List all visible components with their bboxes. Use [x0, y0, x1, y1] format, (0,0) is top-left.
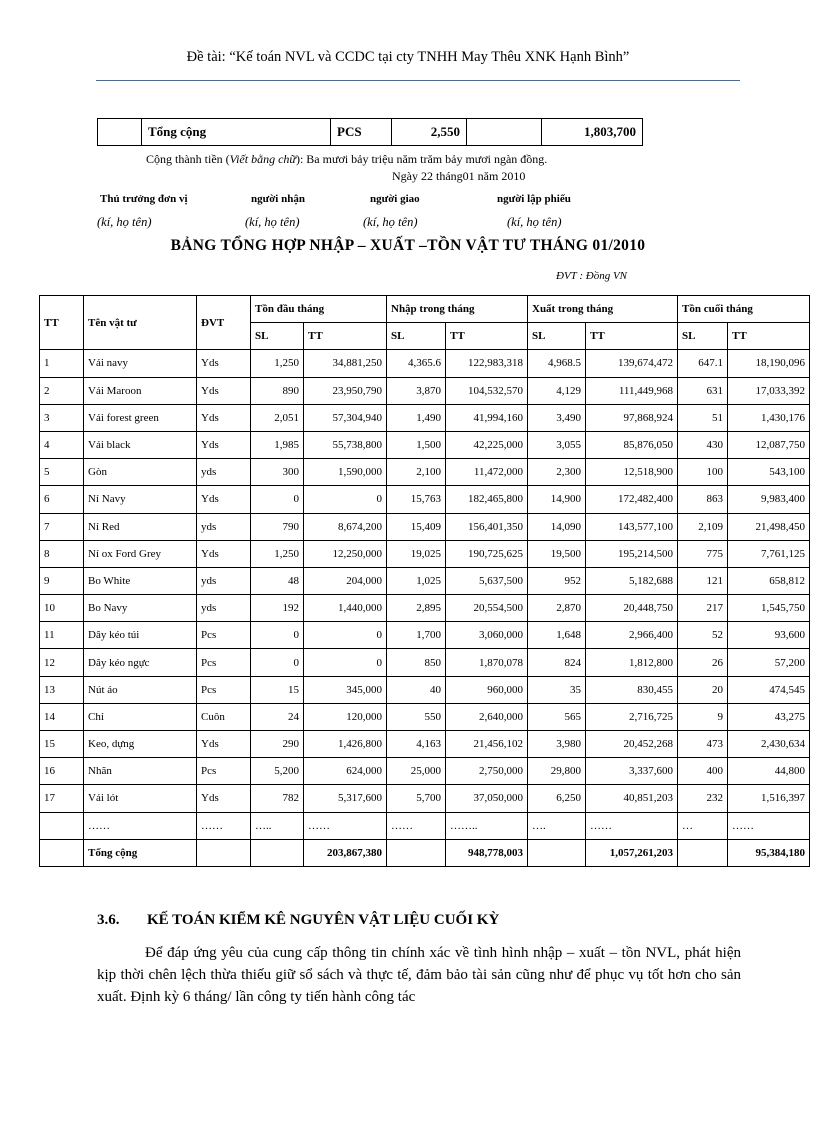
amount-in-words — [146, 152, 547, 167]
cell-unit: Yds — [197, 785, 251, 812]
cell-receipt-qty: 3,870 — [387, 377, 446, 404]
cell-issue-amount: 2,966,400 — [586, 622, 678, 649]
cell-issue-qty: 35 — [528, 676, 586, 703]
table-row — [40, 785, 810, 812]
header-sl: SL — [387, 323, 446, 350]
cell-item-name: …… — [84, 812, 197, 839]
cell-closing-qty: 631 — [678, 377, 728, 404]
cell-row-number: 10 — [40, 595, 84, 622]
total-label: Tổng cộng — [142, 119, 331, 146]
cell-receipt-qty: 19,025 — [387, 540, 446, 567]
cell-closing-qty: 9 — [678, 703, 728, 730]
cell-closing-qty: 20 — [678, 676, 728, 703]
cell-item-name: Chỉ — [84, 703, 197, 730]
cell-receipt-qty: 1,490 — [387, 404, 446, 431]
section-title: KẾ TOÁN KIỂM KÊ NGUYÊN VẬT LIỆU CUỐI KỲ — [147, 912, 500, 928]
cell-opening-qty: 1,250 — [251, 540, 304, 567]
cell-opening-qty: 890 — [251, 377, 304, 404]
table-row — [40, 731, 810, 758]
cell-unit: Pcs — [197, 649, 251, 676]
cell-opening-qty: 290 — [251, 731, 304, 758]
cell-closing-qty: 775 — [678, 540, 728, 567]
cell-receipt-qty: 40 — [387, 676, 446, 703]
cell-issue-qty: 3,490 — [528, 404, 586, 431]
section-heading — [97, 912, 499, 929]
cell-item-name: Dây kéo túi — [84, 622, 197, 649]
cell-opening-qty: 48 — [251, 567, 304, 594]
cell-receipt-amount: 41,994,160 — [446, 404, 528, 431]
header-sl: SL — [528, 323, 586, 350]
cell-issue-amount: 85,876,050 — [586, 431, 678, 458]
cell-closing-amount: 44,800 — [728, 758, 810, 785]
cell-unit: Yds — [197, 540, 251, 567]
total-opening-qty — [251, 839, 304, 866]
cell-opening-qty: 790 — [251, 513, 304, 540]
cell-issue-qty: 4,129 — [528, 377, 586, 404]
cell-receipt-amount: 37,050,000 — [446, 785, 528, 812]
header-opening-stock: Tồn đầu tháng — [251, 296, 387, 323]
cell-unit: yds — [197, 595, 251, 622]
table-row — [40, 703, 810, 730]
cell-receipt-qty: 550 — [387, 703, 446, 730]
total-closing-amount: 95,384,180 — [728, 839, 810, 866]
cell-receipt-qty: 25,000 — [387, 758, 446, 785]
signature-note-director: (kí, họ tên) — [97, 215, 152, 229]
cell-unit: Yds — [197, 377, 251, 404]
cell-receipt-amount: 156,401,350 — [446, 513, 528, 540]
cell-closing-qty: 430 — [678, 431, 728, 458]
cell-unit: yds — [197, 459, 251, 486]
cell-closing-qty: 217 — [678, 595, 728, 622]
header-tt: TT — [40, 296, 84, 350]
cell-opening-amount: 8,674,200 — [304, 513, 387, 540]
cell-issue-qty: 29,800 — [528, 758, 586, 785]
cell-item-name: Nỉ Red — [84, 513, 197, 540]
table-row — [40, 758, 810, 785]
total-label: Tổng cộng — [84, 839, 197, 866]
cell-receipt-amount: 2,640,000 — [446, 703, 528, 730]
cell-row-number: 6 — [40, 486, 84, 513]
header-receipts: Nhập trong tháng — [387, 296, 528, 323]
cell-closing-amount: 17,033,392 — [728, 377, 810, 404]
cell-issue-qty: 2,870 — [528, 595, 586, 622]
table-row — [40, 513, 810, 540]
cell-opening-amount: 120,000 — [304, 703, 387, 730]
header-tt-amount: TT — [446, 323, 528, 350]
cell-unit: yds — [197, 513, 251, 540]
cell-row-number: 2 — [40, 377, 84, 404]
cell-closing-qty: 51 — [678, 404, 728, 431]
cell-issue-qty: 4,968.5 — [528, 350, 586, 377]
cell-issue-qty: 565 — [528, 703, 586, 730]
cell-closing-qty: 473 — [678, 731, 728, 758]
cell-opening-qty: 0 — [251, 649, 304, 676]
cell-issue-qty: 3,055 — [528, 431, 586, 458]
cell-opening-amount: 1,426,800 — [304, 731, 387, 758]
table-row — [40, 404, 810, 431]
cell-opening-amount: 0 — [304, 486, 387, 513]
cell-receipt-amount: …….. — [446, 812, 528, 839]
signature-note-deliverer: (kí, họ tên) — [363, 215, 418, 229]
cell-issue-amount: 40,851,203 — [586, 785, 678, 812]
cell-closing-qty: 863 — [678, 486, 728, 513]
cell-item-name: Vải forest green — [84, 404, 197, 431]
cell-opening-qty: 782 — [251, 785, 304, 812]
cell-closing-amount: 93,600 — [728, 622, 810, 649]
cell-item-name: Vải navy — [84, 350, 197, 377]
table-row — [40, 486, 810, 513]
cell-receipt-qty: 1,700 — [387, 622, 446, 649]
cell-opening-amount: 5,317,600 — [304, 785, 387, 812]
cell-row-number: 16 — [40, 758, 84, 785]
cell-opening-qty: ….. — [251, 812, 304, 839]
cell-opening-amount: 57,304,940 — [304, 404, 387, 431]
cell-unit: …… — [197, 812, 251, 839]
cell-closing-amount: 21,498,450 — [728, 513, 810, 540]
table-row — [40, 812, 810, 839]
cell-closing-amount: 43,275 — [728, 703, 810, 730]
total-unit: PCS — [331, 119, 392, 146]
section-number: 3.6. — [97, 912, 120, 928]
cell-opening-qty: 2,051 — [251, 404, 304, 431]
table-row — [40, 676, 810, 703]
cell-unit: Yds — [197, 731, 251, 758]
table-row — [40, 622, 810, 649]
cell-closing-amount: 18,190,096 — [728, 350, 810, 377]
cell-issue-amount: 12,518,900 — [586, 459, 678, 486]
cell-item-name: Nỉ Navy — [84, 486, 197, 513]
page-header-title: Đề tài: “Kế toán NVL và CCDC tại cty TNHH May Thêu XNK Hạnh Bình” — [186, 49, 630, 65]
cell-closing-amount: 474,545 — [728, 676, 810, 703]
cell-opening-qty: 0 — [251, 486, 304, 513]
cell-unit: Pcs — [197, 622, 251, 649]
cell-opening-qty: 5,200 — [251, 758, 304, 785]
cell-item-name: Vải black — [84, 431, 197, 458]
cell-unit: Yds — [197, 404, 251, 431]
cell-receipt-qty: 1,025 — [387, 567, 446, 594]
cell-opening-amount: 34,881,250 — [304, 350, 387, 377]
cell-issue-amount: 97,868,924 — [586, 404, 678, 431]
total-issue-amount: 1,057,261,203 — [586, 839, 678, 866]
table-row — [40, 459, 810, 486]
cell-issue-qty: 824 — [528, 649, 586, 676]
cell-row-number: 3 — [40, 404, 84, 431]
cell-opening-amount: 345,000 — [304, 676, 387, 703]
table-row — [40, 540, 810, 567]
summary-table-title: BẢNG TỔNG HỢP NHẬP – XUẤT –TỒN VẬT TƯ THÁNG 01/2010 — [170, 237, 646, 254]
header-item-name: Tên vật tư — [84, 296, 197, 350]
cell-closing-amount: 9,983,400 — [728, 486, 810, 513]
cell-closing-amount: 1,545,750 — [728, 595, 810, 622]
signature-role-deliverer: người giao — [370, 193, 420, 205]
cell-receipt-qty: 2,100 — [387, 459, 446, 486]
cell-unit: Yds — [197, 350, 251, 377]
cell-issue-amount: …… — [586, 812, 678, 839]
cell-opening-amount: 1,440,000 — [304, 595, 387, 622]
cell-item-name: Vải lót — [84, 785, 197, 812]
cell-issue-qty: 14,900 — [528, 486, 586, 513]
cell-issue-qty: 19,500 — [528, 540, 586, 567]
cell-row-number — [40, 812, 84, 839]
empty-cell — [98, 119, 142, 146]
cell-item-name: Nỉ ox Ford Grey — [84, 540, 197, 567]
cell-issue-amount: 1,812,800 — [586, 649, 678, 676]
cell-receipt-qty: …… — [387, 812, 446, 839]
cell-issue-amount: 143,577,100 — [586, 513, 678, 540]
cell-closing-qty: … — [678, 812, 728, 839]
cell-closing-amount: 658,812 — [728, 567, 810, 594]
signature-role-receiver: người nhận — [251, 193, 305, 205]
total-opening-amount: 203,867,380 — [304, 839, 387, 866]
cell-receipt-amount: 21,456,102 — [446, 731, 528, 758]
cell-issue-amount: 20,452,268 — [586, 731, 678, 758]
currency-unit-note: ĐVT : Đồng VN — [556, 270, 627, 282]
cell-opening-amount: 624,000 — [304, 758, 387, 785]
cell-issue-amount: 830,455 — [586, 676, 678, 703]
cell-empty — [197, 839, 251, 866]
cell-opening-amount: …… — [304, 812, 387, 839]
cell-item-name: Keo, dựng — [84, 731, 197, 758]
cell-receipt-amount: 960,000 — [446, 676, 528, 703]
table-row — [40, 595, 810, 622]
cell-issue-amount: 5,182,688 — [586, 567, 678, 594]
table-row — [40, 350, 810, 377]
header-divider — [96, 80, 740, 81]
cell-closing-qty: 100 — [678, 459, 728, 486]
cell-opening-amount: 1,590,000 — [304, 459, 387, 486]
cell-row-number: 4 — [40, 431, 84, 458]
table-total-row — [40, 839, 810, 866]
cell-closing-amount: 57,200 — [728, 649, 810, 676]
total-receipt-amount: 948,778,003 — [446, 839, 528, 866]
cell-opening-qty: 0 — [251, 622, 304, 649]
table-header-row-groups — [40, 296, 810, 323]
cell-opening-amount: 55,738,800 — [304, 431, 387, 458]
cell-closing-qty: 26 — [678, 649, 728, 676]
cell-opening-amount: 12,250,000 — [304, 540, 387, 567]
cell-closing-qty: 400 — [678, 758, 728, 785]
previous-receipt-total-row — [97, 118, 643, 146]
cell-row-number: 11 — [40, 622, 84, 649]
cell-receipt-qty: 4,163 — [387, 731, 446, 758]
cell-receipt-amount: 11,472,000 — [446, 459, 528, 486]
total-amount: 1,803,700 — [542, 119, 643, 146]
cell-receipt-qty: 850 — [387, 649, 446, 676]
header-sl: SL — [251, 323, 304, 350]
cell-receipt-qty: 2,895 — [387, 595, 446, 622]
cell-receipt-amount: 1,870,078 — [446, 649, 528, 676]
cell-empty — [40, 839, 84, 866]
cell-row-number: 13 — [40, 676, 84, 703]
cell-row-number: 1 — [40, 350, 84, 377]
cell-item-name: Bo Navy — [84, 595, 197, 622]
cell-issue-amount: 20,448,750 — [586, 595, 678, 622]
cell-receipt-amount: 42,225,000 — [446, 431, 528, 458]
cell-item-name: Nút áo — [84, 676, 197, 703]
cell-receipt-amount: 104,532,570 — [446, 377, 528, 404]
cell-opening-qty: 1,250 — [251, 350, 304, 377]
empty-cell — [467, 119, 542, 146]
cell-receipt-qty: 15,763 — [387, 486, 446, 513]
cell-issue-amount: 172,482,400 — [586, 486, 678, 513]
cell-row-number: 5 — [40, 459, 84, 486]
cell-closing-amount: 1,430,176 — [728, 404, 810, 431]
cell-unit: Cuôn — [197, 703, 251, 730]
total-issue-qty — [528, 839, 586, 866]
cell-opening-amount: 0 — [304, 622, 387, 649]
paragraph-text: Để đáp ứng yêu của cung cấp thông tin chính xác về tình hình nhập – xuất – tồn NVL, phát hiện kịp thời chên lệch thừa thiếu giữ sổ sách và thực tế, đảm bảo tài sản cũng như để phục vụ tốt hơn cho sản xuất. Định kỳ 6 tháng/ lần công ty tiến hành công tác — [97, 945, 741, 1005]
cell-closing-amount: 2,430,634 — [728, 731, 810, 758]
words-italic: Viết bằng chữ — [229, 152, 296, 166]
cell-closing-qty: 52 — [678, 622, 728, 649]
cell-receipt-amount: 5,637,500 — [446, 567, 528, 594]
header-tt-amount: TT — [586, 323, 678, 350]
cell-receipt-amount: 20,554,500 — [446, 595, 528, 622]
cell-closing-qty: 2,109 — [678, 513, 728, 540]
cell-opening-amount: 0 — [304, 649, 387, 676]
signature-role-director: Thủ trưởng đơn vị — [100, 193, 188, 205]
cell-issue-amount: 195,214,500 — [586, 540, 678, 567]
cell-opening-qty: 24 — [251, 703, 304, 730]
cell-receipt-amount: 182,465,800 — [446, 486, 528, 513]
signature-note-preparer: (kí, họ tên) — [507, 215, 562, 229]
cell-issue-amount: 2,716,725 — [586, 703, 678, 730]
cell-opening-qty: 192 — [251, 595, 304, 622]
cell-receipt-amount: 190,725,625 — [446, 540, 528, 567]
cell-opening-qty: 15 — [251, 676, 304, 703]
cell-unit: Yds — [197, 486, 251, 513]
cell-issue-qty: 952 — [528, 567, 586, 594]
cell-opening-amount: 204,000 — [304, 567, 387, 594]
cell-receipt-qty: 5,700 — [387, 785, 446, 812]
cell-closing-qty: 121 — [678, 567, 728, 594]
cell-receipt-qty: 15,409 — [387, 513, 446, 540]
cell-closing-amount: 1,516,397 — [728, 785, 810, 812]
cell-row-number: 12 — [40, 649, 84, 676]
header-closing-stock: Tồn cuối tháng — [678, 296, 810, 323]
cell-row-number: 9 — [40, 567, 84, 594]
cell-row-number: 7 — [40, 513, 84, 540]
cell-receipt-qty: 4,365.6 — [387, 350, 446, 377]
cell-closing-qty: 647.1 — [678, 350, 728, 377]
table-row — [40, 377, 810, 404]
cell-item-name: Vải Maroon — [84, 377, 197, 404]
header-tt-amount: TT — [728, 323, 810, 350]
cell-unit: Pcs — [197, 676, 251, 703]
cell-closing-amount: 543,100 — [728, 459, 810, 486]
header-issues: Xuất trong tháng — [528, 296, 678, 323]
cell-unit: Yds — [197, 431, 251, 458]
cell-issue-qty: 3,980 — [528, 731, 586, 758]
cell-receipt-amount: 3,060,000 — [446, 622, 528, 649]
header-sl: SL — [678, 323, 728, 350]
cell-item-name: Dây kéo ngực — [84, 649, 197, 676]
cell-issue-amount: 111,449,968 — [586, 377, 678, 404]
words-suffix: ): Ba mươi bảy triệu năm trăm bảy mươi ngàn đồng. — [295, 152, 548, 166]
cell-unit: Pcs — [197, 758, 251, 785]
cell-closing-amount: …… — [728, 812, 810, 839]
cell-row-number: 14 — [40, 703, 84, 730]
cell-opening-qty: 300 — [251, 459, 304, 486]
cell-receipt-amount: 2,750,000 — [446, 758, 528, 785]
cell-item-name: Nhãn — [84, 758, 197, 785]
inventory-summary-table — [39, 295, 810, 867]
cell-row-number: 17 — [40, 785, 84, 812]
signature-note-receiver: (kí, họ tên) — [245, 215, 300, 229]
cell-receipt-amount: 122,983,318 — [446, 350, 528, 377]
signature-role-preparer: người lập phiếu — [497, 193, 571, 205]
cell-issue-qty: …. — [528, 812, 586, 839]
table-row — [40, 649, 810, 676]
cell-closing-qty: 232 — [678, 785, 728, 812]
cell-opening-qty: 1,985 — [251, 431, 304, 458]
total-receipt-qty — [387, 839, 446, 866]
cell-issue-qty: 2,300 — [528, 459, 586, 486]
total-closing-qty — [678, 839, 728, 866]
cell-closing-amount: 7,761,125 — [728, 540, 810, 567]
cell-issue-amount: 3,337,600 — [586, 758, 678, 785]
header-tt-amount: TT — [304, 323, 387, 350]
cell-issue-qty: 1,648 — [528, 622, 586, 649]
cell-receipt-qty: 1,500 — [387, 431, 446, 458]
cell-row-number: 8 — [40, 540, 84, 567]
words-prefix: Cộng thành tiền ( — [146, 152, 230, 166]
cell-row-number: 15 — [40, 731, 84, 758]
table-row — [40, 567, 810, 594]
cell-item-name: Bo White — [84, 567, 197, 594]
cell-closing-amount: 12,087,750 — [728, 431, 810, 458]
cell-issue-amount: 139,674,472 — [586, 350, 678, 377]
cell-item-name: Gòn — [84, 459, 197, 486]
cell-issue-qty: 6,250 — [528, 785, 586, 812]
total-quantity: 2,550 — [392, 119, 467, 146]
date-line: Ngày 22 tháng01 năm 2010 — [392, 169, 526, 183]
cell-opening-amount: 23,950,790 — [304, 377, 387, 404]
section-paragraph — [97, 942, 741, 1008]
cell-issue-qty: 14,090 — [528, 513, 586, 540]
header-unit: ĐVT — [197, 296, 251, 350]
cell-unit: yds — [197, 567, 251, 594]
table-row — [40, 431, 810, 458]
